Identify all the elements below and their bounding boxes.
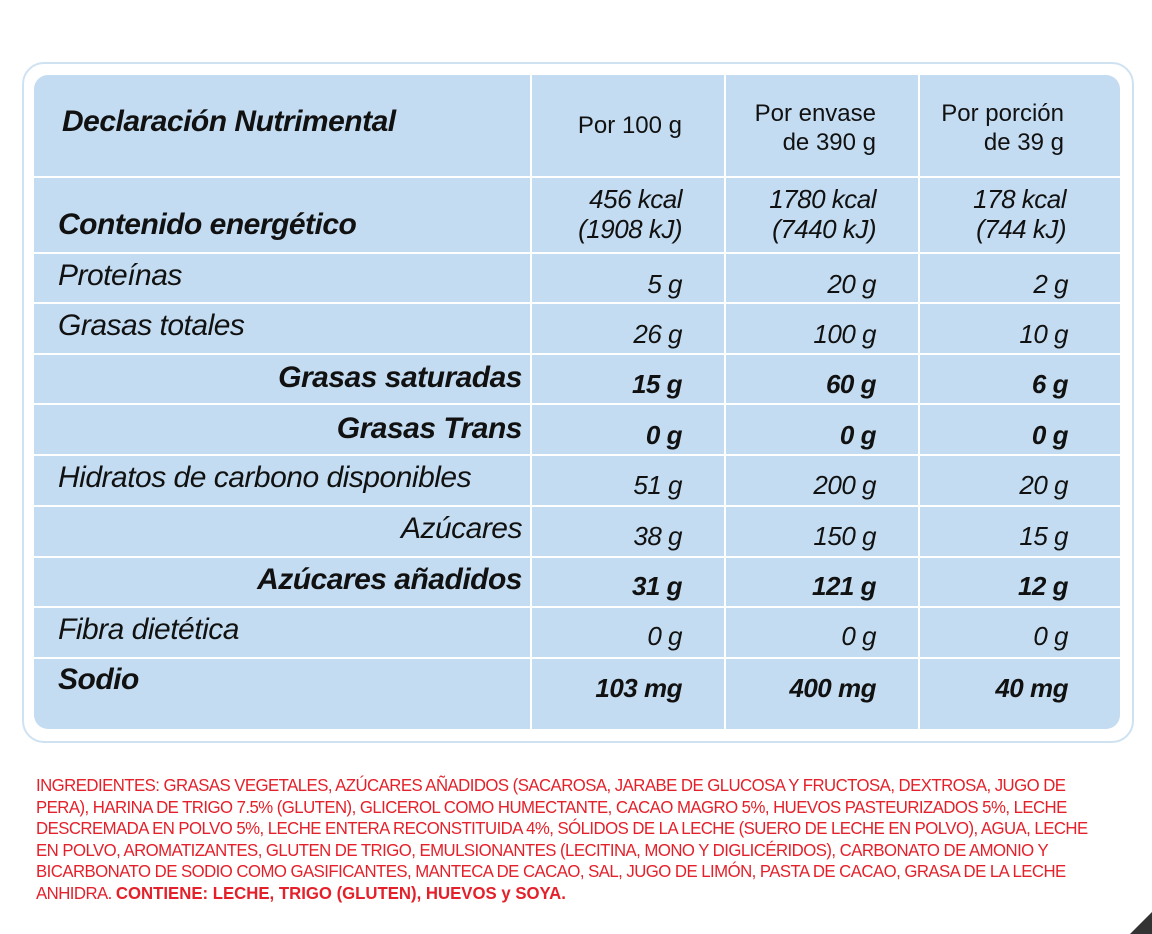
row-value: 10 g [1019,318,1068,349]
ingredients-list: INGREDIENTES: GRASAS VEGETALES, AZÚCARES AÑADIDOS (SACAROSA, JARABE DE GLUCOSA Y FRUCTOSA, DEXTROSA, JUGO DE PERA), HARINA DE TRIGO 7.5% (GLUTEN), GLICEROL COMO HUMECTANTE, CACAO MAGRO 5%, HUEVOS PASTEURIZADOS 5%, LECHE DESCREMADA EN POLVO 5%, LECHE ENTERA RECONSTITUIDA 4%, SÓLIDOS DE LA LECHE (SUERO DE LECHE EN POLVO), AGUA, LECHE EN POLVO, AROMATIZANTES, GLUTEN DE TRIGO, EMULSIONANTES (LECITINA, MONO Y DIGLICÉRIDOS), CARBONATO DE AMONIO Y BICARBONATO DE SODIO COMO GASIFICANTES, MANTECA DE CACAO, SAL, JUGO DE LIMÓN, PASTA DE CACAO, GRASA DE LA LECHE ANHIDRA. [36,775,1088,903]
row-value: 150 g [813,520,876,551]
column-header-line: Por porción [941,100,1064,127]
row-value: 20 g [1019,469,1068,500]
row-value: 103 mg [595,672,682,703]
energy-label: Contenido energético [58,208,357,241]
energy-value-per-100g [530,184,682,244]
row-value: 0 g [839,419,876,450]
row-value: 40 mg [995,672,1068,703]
row-label-added-sugars: Azúcares añadidos [257,563,522,596]
row-divider [34,176,1120,178]
row-value: 60 g [825,368,876,399]
row-value: 200 g [813,469,876,500]
row-label-fiber: Fibra dietética [58,613,239,646]
column-header-per-serving [918,99,1064,157]
row-value: 15 g [631,368,682,399]
energy-kj: (7440 kJ) [772,214,876,244]
energy-kj: (744 kJ) [976,214,1066,244]
allergen-statement: CONTIENE: LECHE, TRIGO (GLUTEN), HUEVOS y SOYA. [115,882,566,903]
row-value: 2 g [1033,268,1068,299]
column-header-per-package [724,99,876,157]
row-value: 31 g [631,570,682,601]
row-value: 0 g [647,620,682,651]
energy-value-per-package [724,184,876,244]
row-value: 100 g [813,318,876,349]
row-value: 38 g [633,520,682,551]
row-label-trans-fat: Grasas Trans [336,412,522,445]
row-label-sugars: Azúcares [400,512,522,545]
row-label-carbohydrates: Hidratos de carbono disponibles [58,461,472,494]
row-value: 6 g [1031,368,1068,399]
row-value: 0 g [1033,620,1068,651]
table-title: Declaración Nutrimental [62,105,396,138]
row-label-protein: Proteínas [58,259,182,292]
corner-marker [1130,912,1152,934]
row-value: 0 g [1031,419,1068,450]
column-header-line: de 39 g [983,129,1064,156]
energy-kcal: 1780 kcal [769,184,876,214]
row-label-saturated-fat: Grasas saturadas [278,361,522,394]
energy-kj: (1908 kJ) [578,214,682,244]
nutrition-facts-table [34,75,1120,729]
column-header-per-100g [530,111,682,140]
energy-kcal: 178 kcal [973,184,1066,214]
energy-kcal: 456 kcal [589,184,682,214]
row-value: 51 g [633,469,682,500]
row-label-total-fat: Grasas totales [58,309,245,342]
ingredients-text [36,775,1099,905]
row-value: 5 g [647,268,682,299]
row-value: 12 g [1017,570,1068,601]
row-value: 121 g [812,570,876,601]
row-label-sodium: Sodio [58,663,139,696]
column-header-line: Por 100 g [577,112,682,139]
row-value: 15 g [1019,520,1068,551]
column-header-line: de 390 g [782,129,876,156]
column-header-line: Por envase [754,100,876,127]
energy-value-per-serving [918,184,1066,244]
row-value: 20 g [827,268,876,299]
row-value: 400 mg [789,672,876,703]
row-value: 0 g [841,620,876,651]
row-value: 0 g [645,419,682,450]
row-value: 26 g [633,318,682,349]
